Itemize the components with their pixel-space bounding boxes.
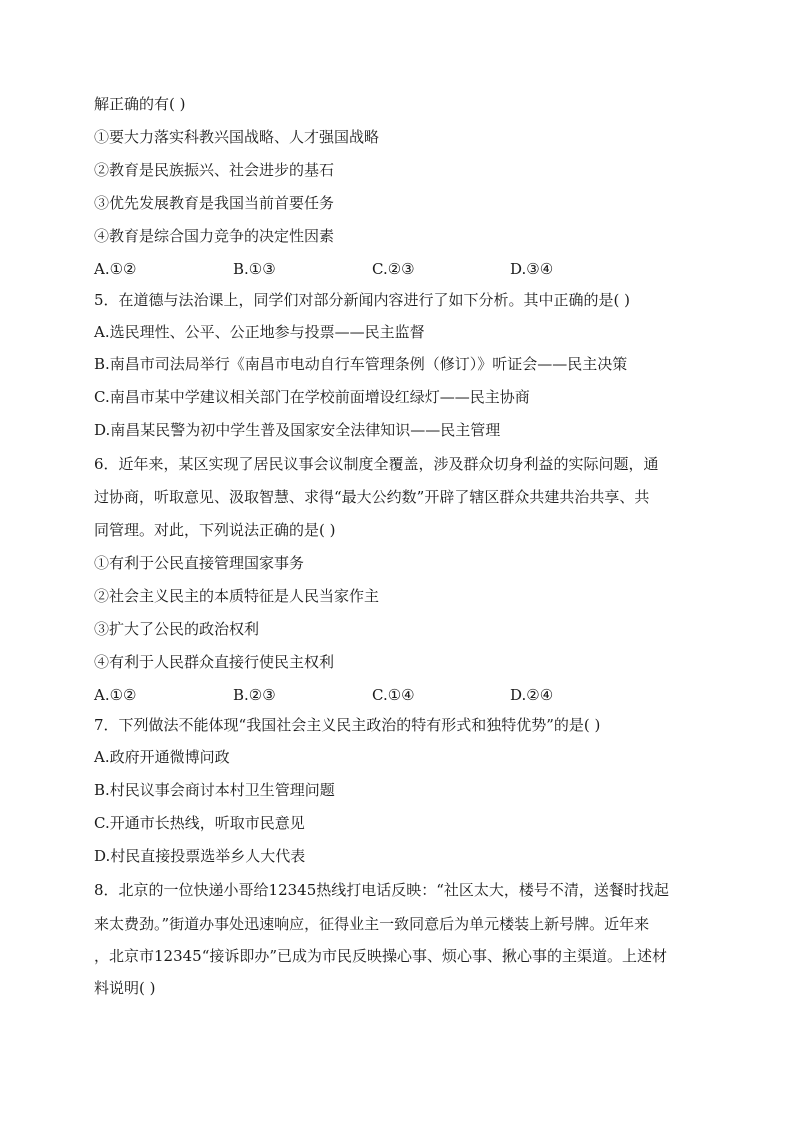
q7-option-a: A.政府开通微博问政 [94, 748, 230, 766]
q6-item-4: ④有利于人民群众直接行使民主权利 [94, 653, 335, 671]
q6-stem-line-3: 同管理。对此，下列说法正确的是( ) [94, 521, 336, 539]
q6-stem-line-2: 过协商，听取意见、汲取智慧、求得“最大公约数”开辟了辖区群众共建共治共享、共 [94, 488, 650, 506]
q8-stem-line-1: 8．北京的一位快递小哥给12345热线打电话反映：“社区太大，楼号不清，送餐时找起 [94, 881, 669, 899]
q6-option-a: A.①② [94, 686, 137, 704]
q6-item-2: ②社会主义民主的本质特征是人民当家作主 [94, 587, 380, 605]
q8-stem-line-4: 料说明( ) [94, 979, 156, 997]
q6-option-b: B.②③ [233, 686, 276, 704]
q8-stem-line-2: 来太费劲。”街道办事处迅速响应，征得业主一致同意后为单元楼装上新号牌。近年来 [94, 915, 650, 933]
q4-stem-tail: 解正确的有( ) [94, 95, 186, 113]
q7-stem: 7．下列做法不能体现“我国社会主义民主政治的特有形式和独特优势”的是( ) [94, 716, 601, 734]
q6-item-1: ①有利于公民直接管理国家事务 [94, 554, 305, 572]
q5-option-c: C.南昌市某中学建议相关部门在学校前面增设红绿灯——民主协商 [94, 388, 530, 406]
q5-option-b: B.南昌市司法局举行《南昌市电动自行车管理条例（修订）》听证会——民主决策 [94, 355, 628, 373]
q7-option-d: D.村民直接投票选举乡人大代表 [94, 847, 306, 865]
q7-option-c: C.开通市长热线，听取市民意见 [94, 814, 305, 832]
q4-option-c: C.②③ [372, 260, 415, 278]
q4-option-d: D.③④ [510, 260, 554, 278]
q8-stem-line-3: ，北京市12345“接诉即办”已成为市民反映操心事、烦心事、揪心事的主渠道。上述材 [94, 947, 668, 965]
q6-stem-line-1: 6．近年来，某区实现了居民议事会议制度全覆盖，涉及群众切身利益的实际问题，通 [94, 455, 659, 473]
q4-options [94, 259, 694, 279]
q4-item-4: ④教育是综合国力竞争的决定性因素 [94, 227, 335, 245]
q6-options [94, 685, 694, 705]
q5-option-a: A.选民理性、公平、公正地参与投票——民主监督 [94, 323, 425, 341]
q7-option-b: B.村民议事会商讨本村卫生管理问题 [94, 781, 335, 799]
q4-item-2: ②教育是民族振兴、社会进步的基石 [94, 161, 335, 179]
q4-item-3: ③优先发展教育是我国当前首要任务 [94, 194, 335, 212]
q4-option-b: B.①③ [233, 260, 276, 278]
q4-item-1: ①要大力落实科教兴国战略、人才强国战略 [94, 128, 380, 146]
q5-stem: 5．在道德与法治课上，同学们对部分新闻内容进行了如下分析。其中正确的是( ) [94, 291, 631, 309]
q6-option-c: C.①④ [372, 686, 415, 704]
q4-option-a: A.①② [94, 260, 137, 278]
q6-option-d: D.②④ [510, 686, 554, 704]
q6-item-3: ③扩大了公民的政治权利 [94, 620, 260, 638]
q5-option-d: D.南昌某民警为初中学生普及国家安全法律知识——民主管理 [94, 421, 501, 439]
